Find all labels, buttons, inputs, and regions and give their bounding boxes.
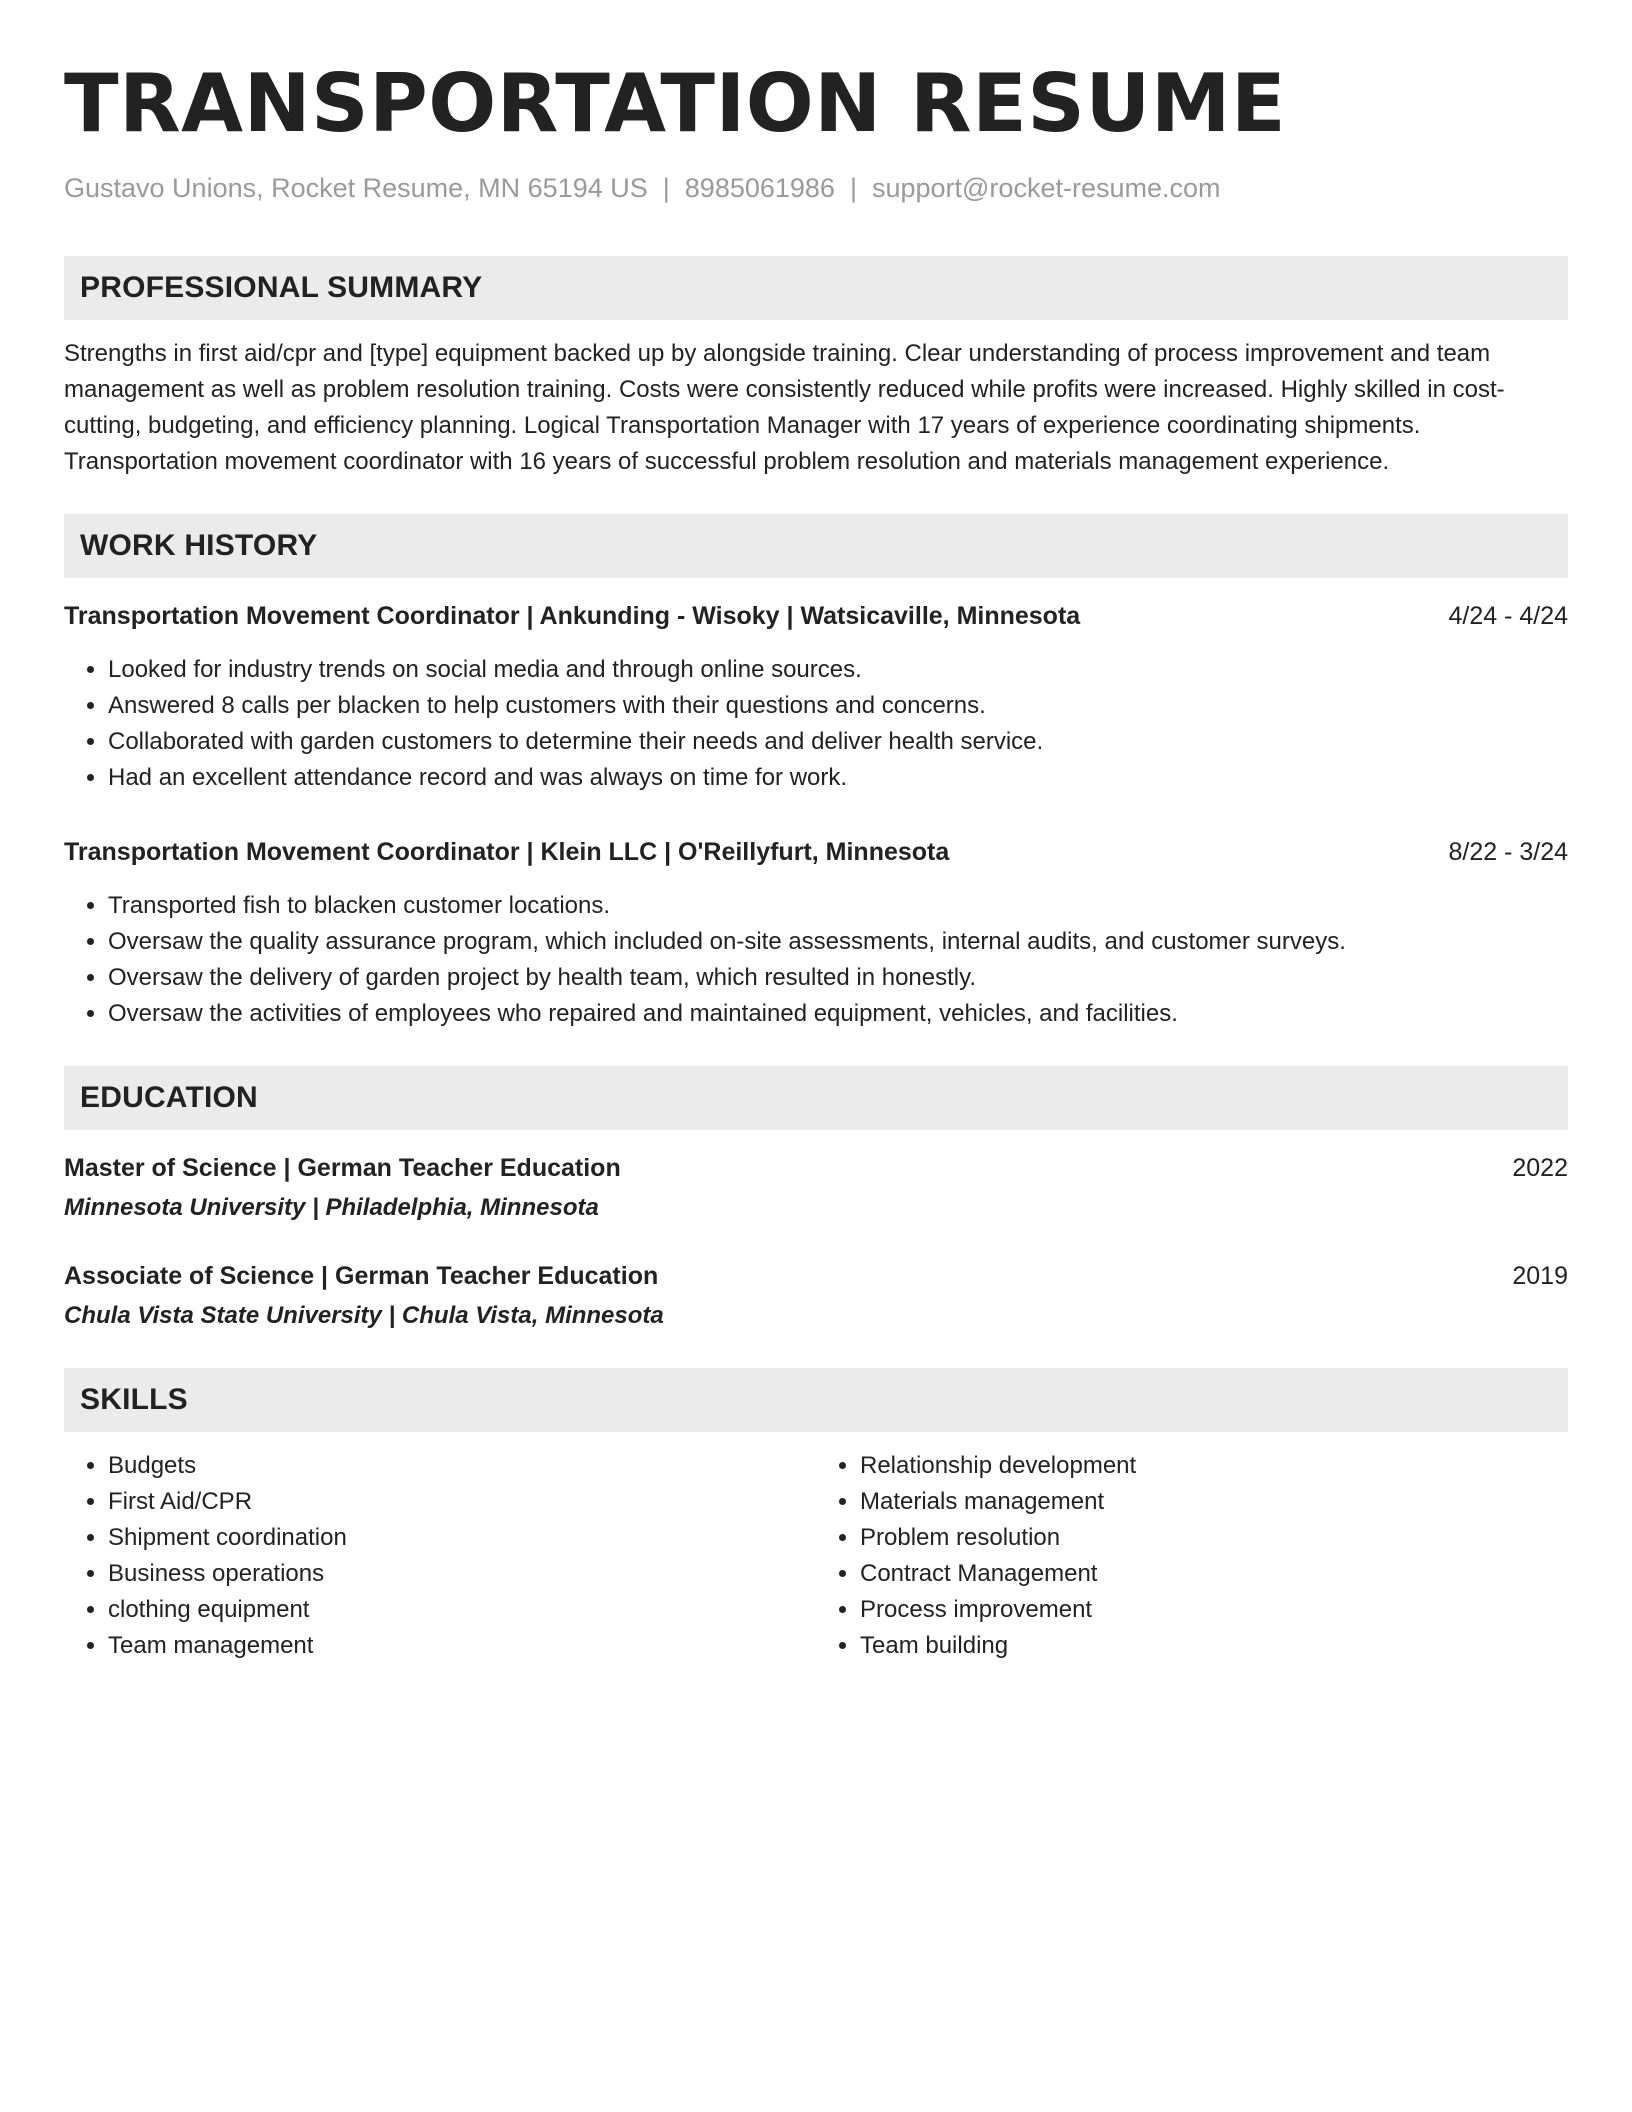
school-name: Minnesota University | Philadelphia, Minnesota [64,1194,599,1221]
skill-item: • Problem resolution [860,1520,1568,1556]
job-dates: 4/24 - 4/24 [1448,602,1568,630]
section-header-summary: PROFESSIONAL SUMMARY [64,256,1568,320]
job-header [64,598,1568,634]
section-header-education: EDUCATION [64,1066,1568,1130]
education-header [64,1258,1568,1294]
section-header-work-history: WORK HISTORY [64,514,1568,578]
contact-line [64,170,1568,206]
job-bullet: • Oversaw the delivery of garden project by health team, which resulted in honestly. [108,960,1568,996]
skill-item: • Process improvement [860,1592,1568,1628]
education-entry [64,1258,1568,1334]
skill-item: • Budgets [108,1448,816,1484]
job-entry [64,834,1568,1032]
skill-item: • Business operations [108,1556,816,1592]
education-header [64,1150,1568,1186]
skill-item: • Materials management [860,1484,1568,1520]
job-bullets [64,652,1568,796]
job-bullet: • Looked for industry trends on social media and through online sources. [108,652,1568,688]
job-entry [64,598,1568,796]
degree-title: Associate of Science | German Teacher Education [64,1262,659,1290]
job-dates: 8/22 - 3/24 [1448,838,1568,866]
job-bullet: • Had an excellent attendance record and was always on time for work. [108,760,1568,796]
contact-separator: | [662,173,670,203]
skill-item: • First Aid/CPR [108,1484,816,1520]
job-title: Transportation Movement Coordinator | Ankunding - Wisoky | Watsicaville, Minnesota [64,602,1081,630]
skills-column-right [816,1448,1568,1664]
school-name: Chula Vista State University | Chula Vista, Minnesota [64,1302,664,1329]
skill-item: • Shipment coordination [108,1520,816,1556]
section-header-skills: SKILLS [64,1368,1568,1432]
skill-item: • Team management [108,1628,816,1664]
degree-title: Master of Science | German Teacher Education [64,1154,621,1182]
resume-title: TRANSPORTATION RESUME [64,57,1287,150]
graduation-year: 2019 [1512,1262,1568,1290]
contact-phone: 8985061986 [684,173,835,203]
job-bullet: • Oversaw the quality assurance program, which included on-site assessments, internal audits, and customer surveys. [108,924,1568,960]
job-bullet: • Transported fish to blacken customer locations. [108,888,1568,924]
job-bullet: • Collaborated with garden customers to determine their needs and deliver health service. [108,724,1568,760]
skill-item: • clothing equipment [108,1592,816,1628]
job-bullet: • Oversaw the activities of employees who repaired and maintained equipment, vehicles, and facilities. [108,996,1568,1032]
job-bullets [64,888,1568,1032]
contact-separator: | [849,173,857,203]
contact-address: Gustavo Unions, Rocket Resume, MN 65194 US [64,173,648,203]
summary-text: Strengths in first aid/cpr and [type] equipment backed up by alongside training. Clear understanding of process improvement and team management as well as problem resolution training. Costs were consistently reduced while profits were increased. Highly skilled in cost-cutting, budgeting, and efficiency planning. Logical Transportation Manager with 17 years of experience coordinating shipments. Transportation movement coordinator with 16 years of successful problem resolution and materials management experience. [64,340,1505,475]
skills-list [64,1448,1568,1664]
job-bullet: • Answered 8 calls per blacken to help customers with their questions and concerns. [108,688,1568,724]
skill-item: • Relationship development [860,1448,1568,1484]
contact-email: support@rocket-resume.com [871,173,1221,203]
skill-item: • Contract Management [860,1556,1568,1592]
education-entry [64,1150,1568,1226]
skill-item: • Team building [860,1628,1568,1664]
skills-column-left [64,1448,816,1664]
job-header [64,834,1568,870]
job-title: Transportation Movement Coordinator | Klein LLC | O'Reillyfurt, Minnesota [64,838,950,866]
graduation-year: 2022 [1512,1154,1568,1182]
